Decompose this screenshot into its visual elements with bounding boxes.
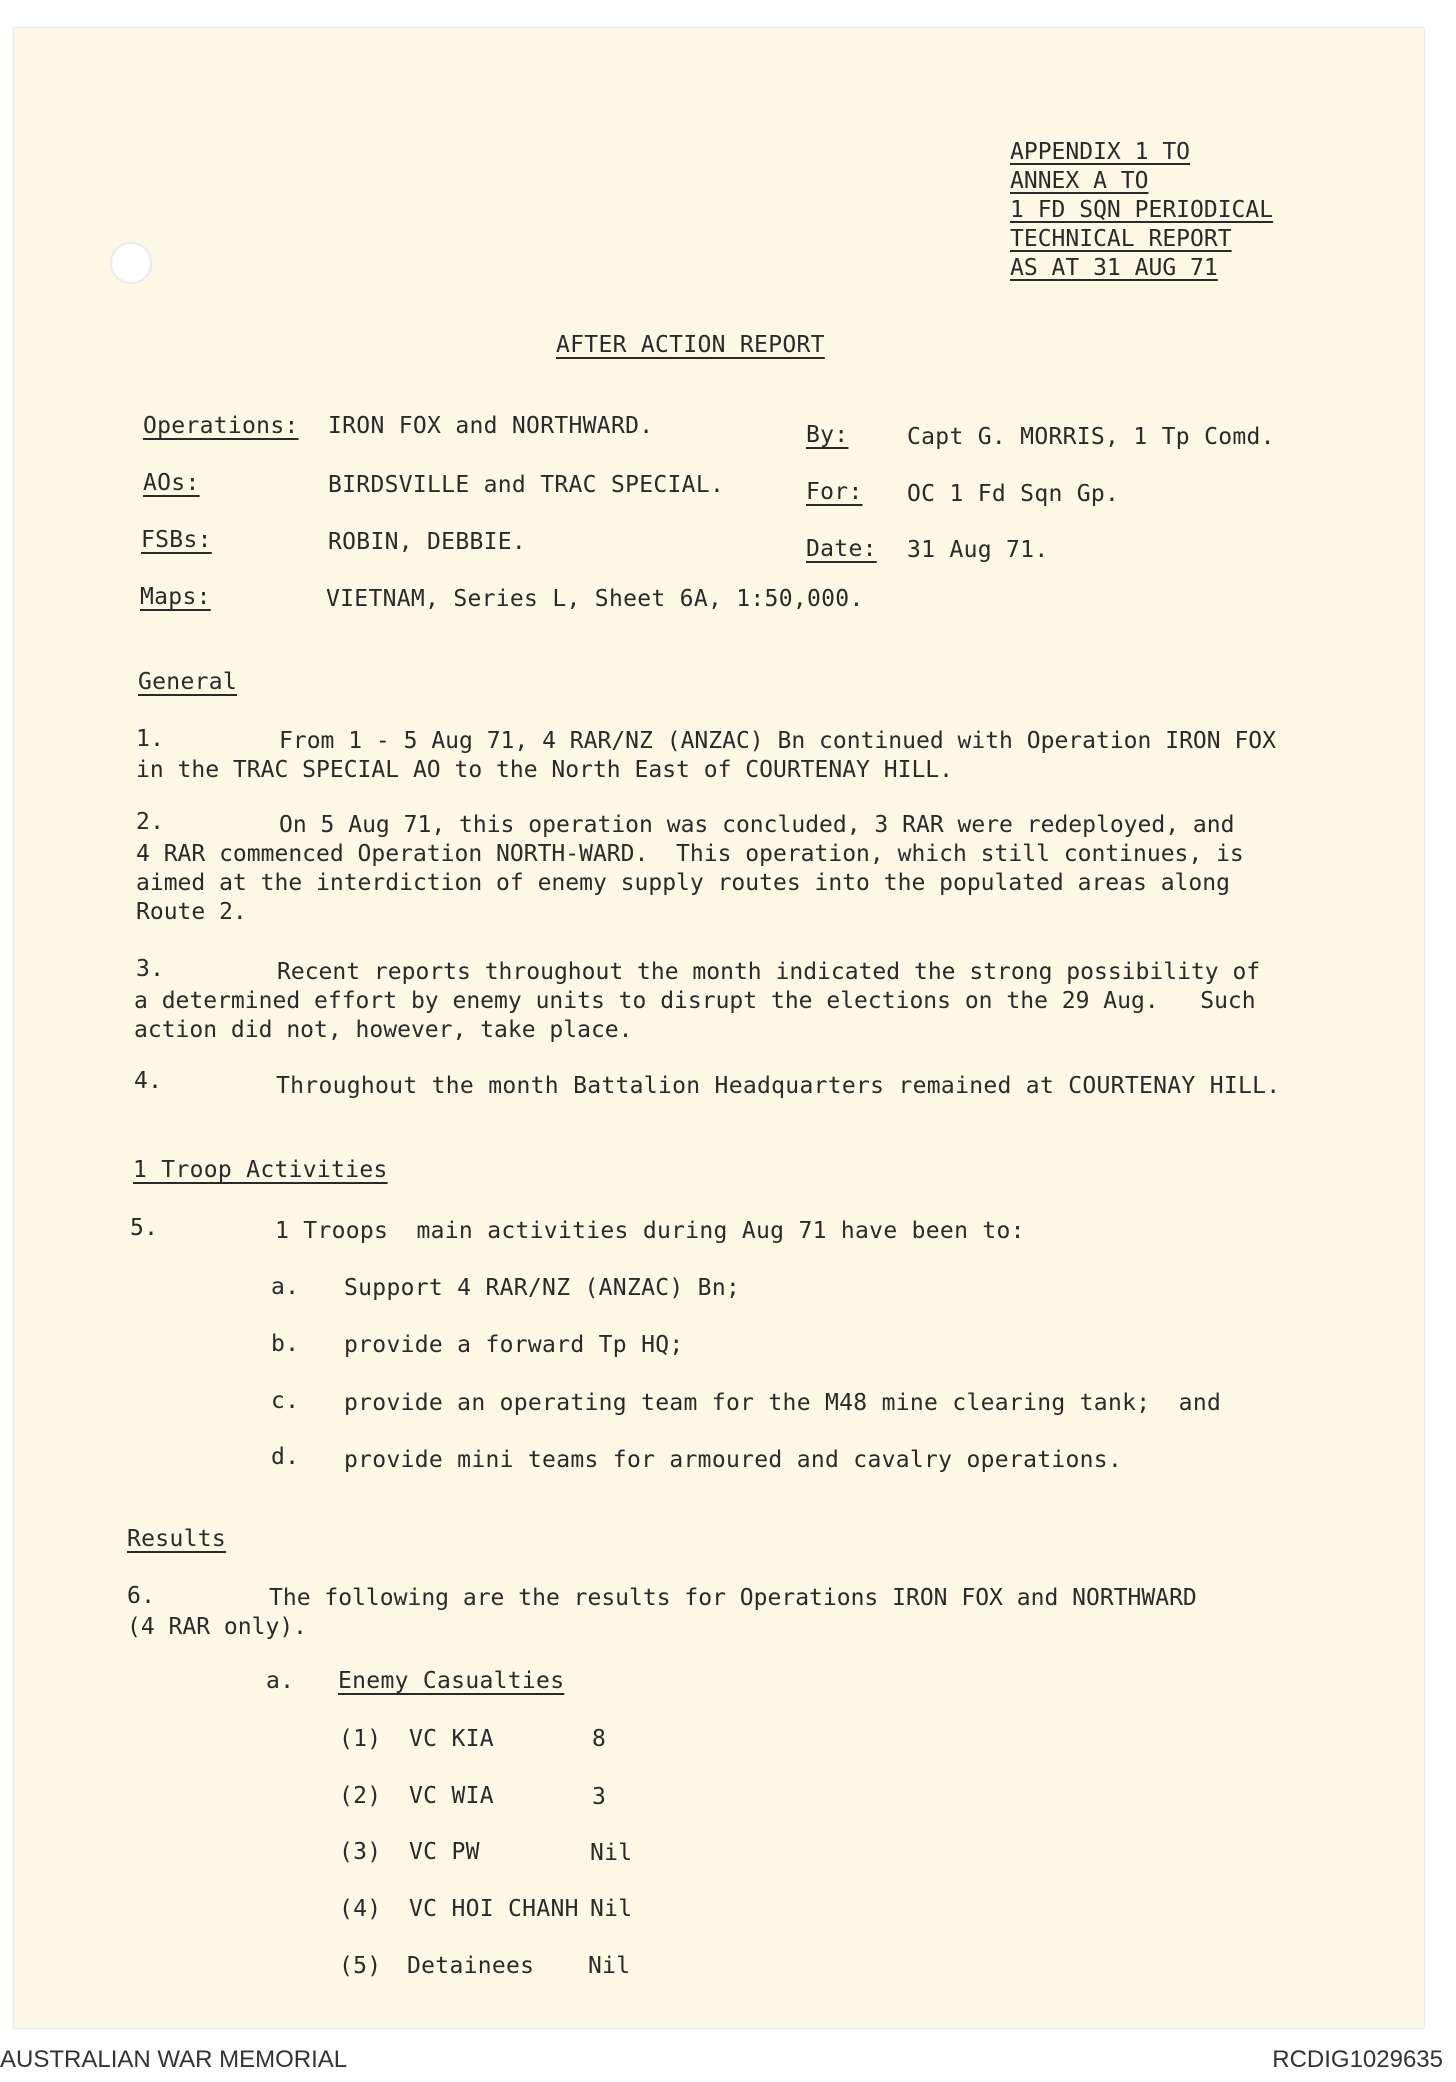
casualty-number: (1): [339, 1726, 382, 1752]
general-heading: General: [138, 669, 238, 695]
list-item-letter: c.: [271, 1388, 300, 1414]
paragraph-5: 1 Troops main activities during Aug 71 have been to:: [275, 1218, 1025, 1244]
casualty-number: (4): [339, 1896, 382, 1922]
footer-id: RCDIG1029635: [1272, 2046, 1443, 2073]
for-label: For:: [806, 479, 863, 505]
casualty-value: 8: [592, 1726, 607, 1752]
for-value: OC 1 Fd Sqn Gp.: [907, 481, 1120, 507]
paragraph-number: 3.: [136, 956, 165, 982]
paragraph-2: On 5 Aug 71, this operation was concluded, 3 RAR were redeployed, and 4 RAR commenced Operation NORTH-WARD. This operation, which still continues, is aimed at the interdiction of enemy supply routes into the populated areas along Route 2.: [136, 812, 1244, 925]
list-item: provide an operating team for the M48 mine clearing tank; and: [344, 1390, 1222, 1416]
enemy-casualties-heading: Enemy Casualties: [338, 1668, 565, 1694]
list-item: Support 4 RAR/NZ (ANZAC) Bn;: [344, 1275, 741, 1301]
appendix-line: APPENDIX 1 TO: [1010, 139, 1191, 165]
casualty-number: (2): [339, 1783, 382, 1809]
casualty-value: Nil: [590, 1840, 633, 1866]
paragraph-3: Recent reports throughout the month indicated the strong possibility of a determined effort by enemy units to disrupt the elections on the 29 Aug. Such action did not, however, take place.: [134, 959, 1261, 1043]
appendix-line: AS AT 31 AUG 71: [1010, 255, 1218, 281]
paragraph-4: Throughout the month Battalion Headquarters remained at COURTENAY HILL.: [276, 1073, 1281, 1099]
punch-hole: [110, 242, 152, 284]
paragraph-number: 1.: [136, 726, 165, 752]
maps-value: VIETNAM, Series L, Sheet 6A, 1:50,000.: [326, 586, 864, 612]
casualty-value: 3: [592, 1784, 607, 1810]
date-value: 31 Aug 71.: [907, 537, 1049, 563]
sub-item-letter: a.: [266, 1668, 295, 1694]
list-item: provide a forward Tp HQ;: [344, 1332, 684, 1358]
casualty-value: Nil: [588, 1953, 631, 1979]
list-item-letter: d.: [271, 1444, 300, 1470]
results-heading: Results: [127, 1526, 227, 1552]
casualty-value: Nil: [590, 1896, 633, 1922]
list-item: provide mini teams for armoured and cavalry operations.: [344, 1447, 1123, 1473]
list-item-letter: a.: [271, 1274, 300, 1300]
paragraph-number: 4.: [134, 1068, 163, 1094]
troop-activities-heading: 1 Troop Activities: [133, 1157, 388, 1183]
paragraph-1: From 1 - 5 Aug 71, 4 RAR/NZ (ANZAC) Bn continued with Operation IRON FOX in the TRAC SPECIAL AO to the North East of COURTENAY HILL.: [136, 728, 1276, 783]
casualty-number: (5): [339, 1953, 382, 1979]
paragraph-6: The following are the results for Operations IRON FOX and NORTHWARD (4 RAR only).: [127, 1585, 1197, 1640]
appendix-line: ANNEX A TO: [1010, 168, 1149, 194]
appendix-line: TECHNICAL REPORT: [1010, 226, 1232, 252]
casualty-label: VC HOI CHANH: [409, 1896, 579, 1922]
by-label: By:: [806, 422, 849, 448]
aos-label: AOs:: [143, 470, 200, 496]
aos-value: BIRDSVILLE and TRAC SPECIAL.: [328, 472, 725, 498]
fsbs-label: FSBs:: [141, 527, 212, 553]
casualty-label: VC PW: [409, 1839, 480, 1865]
appendix-line: 1 FD SQN PERIODICAL: [1010, 197, 1274, 223]
casualty-label: Detainees: [407, 1953, 535, 1979]
paragraph-number: 2.: [136, 809, 165, 835]
maps-label: Maps:: [140, 584, 211, 610]
date-label: Date:: [806, 536, 877, 562]
list-item-letter: b.: [271, 1331, 300, 1357]
paragraph-number: 6.: [127, 1583, 156, 1609]
casualty-label: VC WIA: [409, 1783, 494, 1809]
appendix-reference: [1010, 138, 1273, 283]
by-value: Capt G. MORRIS, 1 Tp Comd.: [907, 424, 1275, 450]
casualty-number: (3): [339, 1839, 382, 1865]
footer-source: AUSTRALIAN WAR MEMORIAL: [0, 2046, 348, 2073]
paragraph-number: 5.: [130, 1215, 159, 1241]
operations-value: IRON FOX and NORTHWARD.: [328, 413, 654, 439]
report-title: AFTER ACTION REPORT: [556, 332, 825, 358]
casualty-label: VC KIA: [409, 1726, 494, 1752]
fsbs-value: ROBIN, DEBBIE.: [328, 529, 527, 555]
operations-label: Operations:: [143, 413, 299, 439]
